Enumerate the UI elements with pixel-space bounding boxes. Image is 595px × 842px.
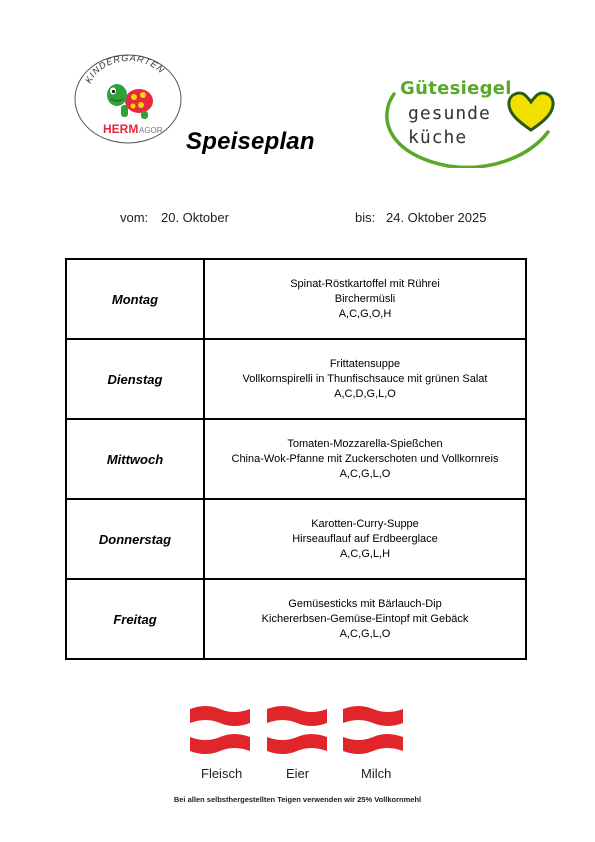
page-title: Speiseplan [186,128,315,155]
allergen-codes: A,C,G,O,H [338,307,392,320]
day-cell: Dienstag [66,339,204,419]
dish-cell [204,499,526,579]
heart-icon [506,90,556,134]
austria-flag-icon [188,703,252,755]
table-row [66,339,526,419]
dish-line: Frittatensuppe [329,357,401,370]
origin-label-eggs: Eier [286,766,310,781]
dish-line: Hirseauflauf auf Erdbeerglace [292,532,438,545]
table-row [66,419,526,499]
guetesiegel-line3: küche [408,127,468,148]
menu-table [65,258,527,660]
day-cell: Montag [66,259,204,339]
period-from-value: 20. Oktober [161,210,229,225]
day-cell: Freitag [66,579,204,659]
day-cell: Mittwoch [66,419,204,499]
period-from-label: vom: [120,210,149,225]
logo-name-grey: AGOR [139,126,163,135]
guetesiegel-line2: gesunde [408,103,491,124]
origin-label-meat: Fleisch [201,766,243,781]
period-to-value: 24. Oktober 2025 [386,210,487,225]
day-cell: Donnerstag [66,499,204,579]
dish-cell [204,579,526,659]
allergen-codes: A,C,G,L,O [339,627,391,640]
dish-line: Kichererbsen-Gemüse-Eintopf mit Gebäck [261,612,469,625]
dish-line: Birchermüsli [334,292,396,305]
austria-flag-icon [341,703,405,755]
logo-name-red: HERM [103,122,139,136]
period-to-label: bis: [355,210,376,225]
dish-line: Karotten-Curry-Suppe [311,517,419,530]
turtle-icon [73,53,183,145]
allergen-codes: A,C,G,L,H [339,547,391,560]
table-row [66,259,526,339]
dish-line: Spinat-Röstkartoffel mit Rührei [290,277,440,290]
dish-cell [204,259,526,339]
austria-flag-icon [265,703,329,755]
allergen-codes: A,C,D,G,L,O [334,387,396,400]
dish-line: Tomaten-Mozzarella-Spießchen [287,437,443,450]
dish-cell [204,419,526,499]
allergen-codes: A,C,G,L,O [339,467,391,480]
origin-label-milk: Milch [361,766,392,781]
table-row [66,579,526,659]
guetesiegel-logo [378,76,558,168]
dish-line: Gemüsesticks mit Bärlauch-Dip [288,597,442,610]
dish-line: China-Wok-Pfanne mit Zuckerschoten und Vollkornreis [231,452,499,465]
dish-line: Vollkornspirelli in Thunfischsauce mit grünen Salat [242,372,488,385]
table-row [66,499,526,579]
kindergarten-logo [73,53,183,145]
dish-cell [204,339,526,419]
logo-arc-text: KINDERGARTEN [83,53,167,85]
footnote: Bei allen selbsthergestellten Teigen verwenden wir 25% Vollkornmehl [173,795,422,804]
guetesiegel-line1: Gütesiegel [400,78,512,99]
